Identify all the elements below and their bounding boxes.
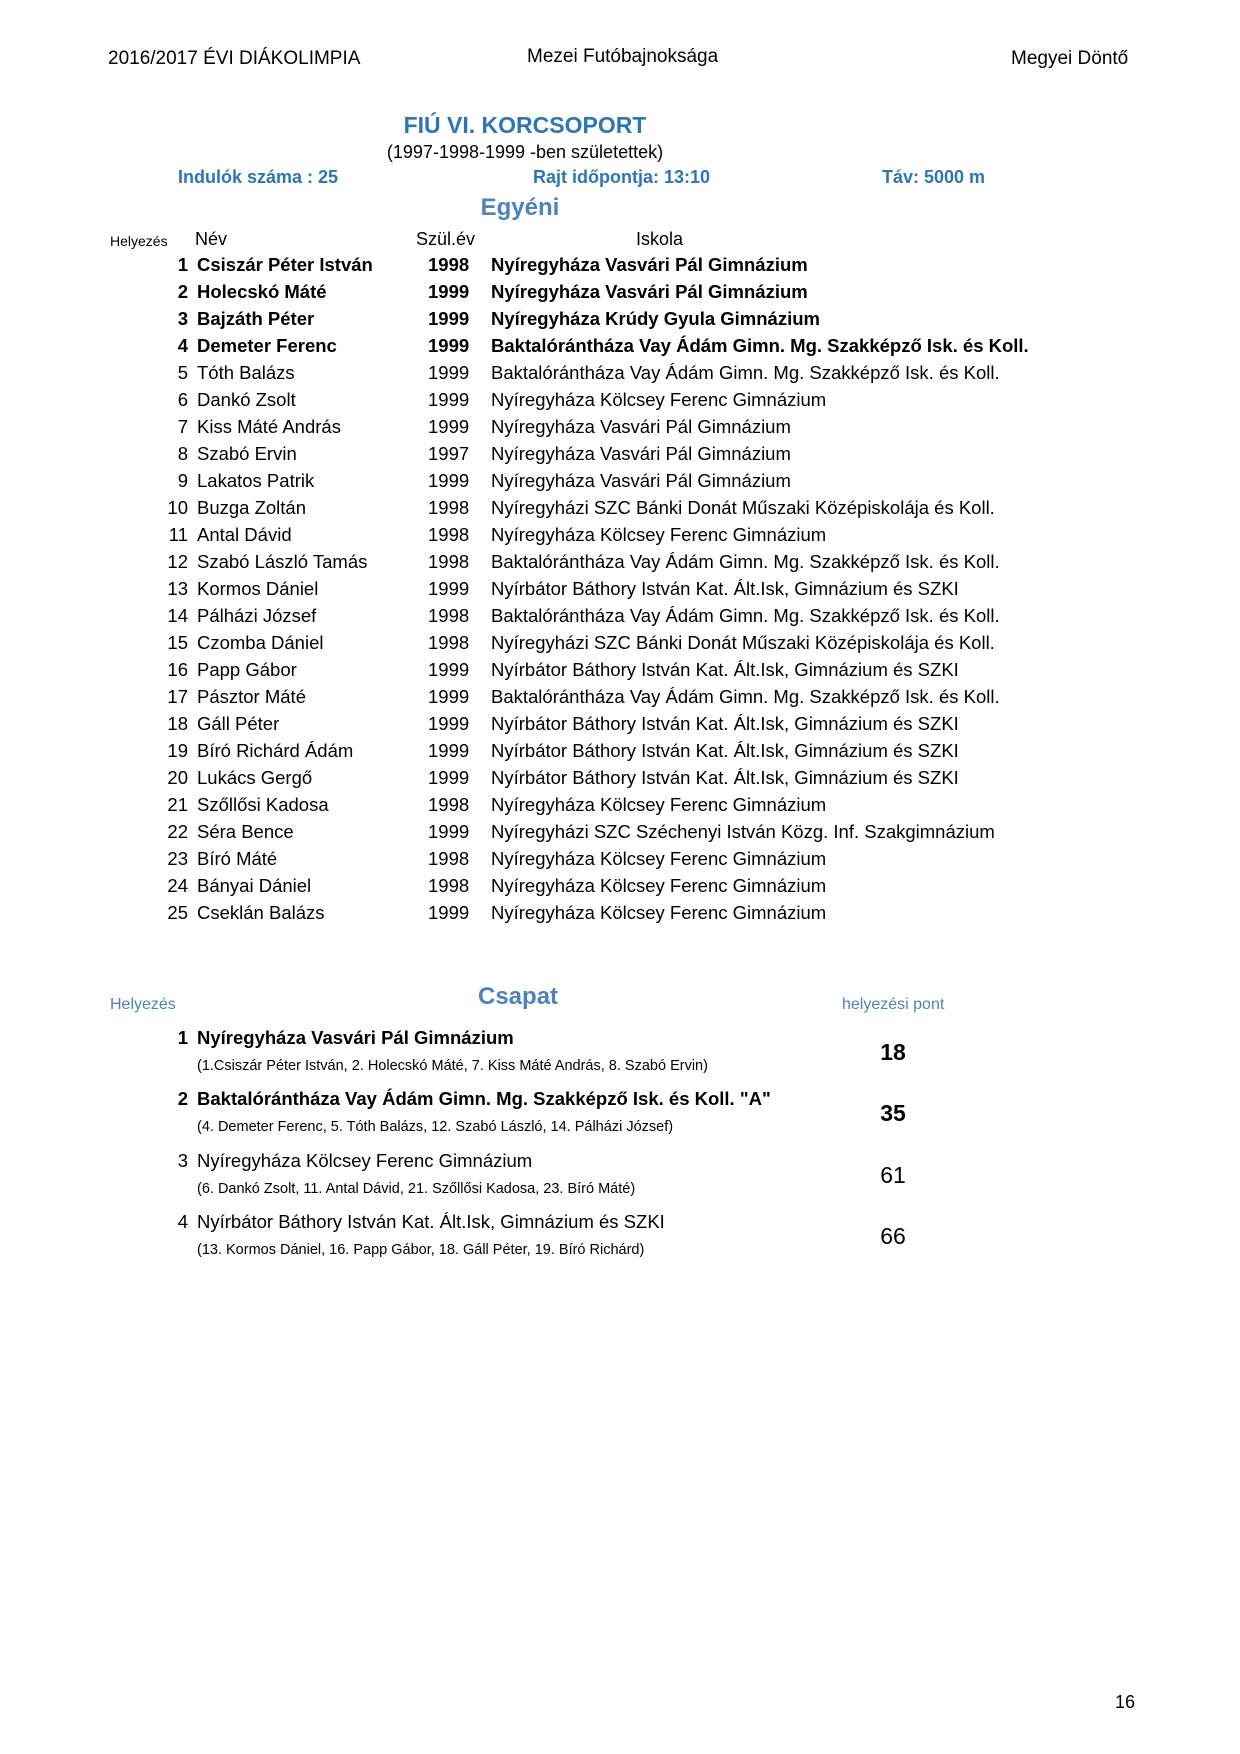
- school-cell: Nyírbátor Báthory István Kat. Ált.Isk, Gimnázium és SZKI: [491, 740, 959, 761]
- school-cell: Nyíregyháza Kölcsey Ferenc Gimnázium: [491, 875, 827, 896]
- table-row: [0, 281, 1240, 308]
- team-members: (6. Dankó Zsolt, 11. Antal Dávid, 21. Szőllősi Kadosa, 23. Bíró Máté): [197, 1180, 636, 1197]
- school-cell: Baktalórántháza Vay Ádám Gimn. Mg. Szakképző Isk. és Koll.: [491, 605, 1000, 626]
- place-cell: 24: [167, 875, 188, 896]
- place-cell: 23: [167, 848, 188, 869]
- team-col-header-place: Helyezés: [110, 996, 176, 1013]
- name-cell: Dankó Zsolt: [197, 389, 296, 410]
- table-row: [0, 659, 1240, 686]
- name-cell: Papp Gábor: [197, 659, 297, 680]
- school-cell: Nyíregyházi SZC Széchenyi István Közg. Inf. Szakgimnázium: [491, 821, 995, 842]
- place-cell: 9: [177, 470, 188, 491]
- table-row: [0, 578, 1240, 605]
- team-section-title: Csapat: [478, 983, 559, 1010]
- place-cell: 25: [167, 902, 188, 923]
- place-cell: 6: [177, 389, 188, 410]
- year-cell: 1999: [428, 821, 470, 842]
- distance: Táv: 5000 m: [882, 167, 986, 187]
- team-results-table: [0, 1027, 1240, 1272]
- school-cell: Nyíregyháza Vasvári Pál Gimnázium: [491, 254, 808, 275]
- year-cell: 1997: [428, 443, 470, 464]
- school-cell: Nyíregyháza Vasvári Pál Gimnázium: [491, 281, 808, 302]
- school-cell: Nyíregyháza Vasvári Pál Gimnázium: [491, 443, 791, 464]
- team-members: (13. Kormos Dániel, 16. Papp Gábor, 18. Gáll Péter, 19. Bíró Richárd): [197, 1241, 645, 1258]
- place-cell: 7: [177, 416, 188, 437]
- table-row: [0, 902, 1240, 929]
- entrants-count: Indulók száma : 25: [178, 167, 339, 187]
- name-cell: Kormos Dániel: [197, 578, 319, 599]
- table-row: [0, 551, 1240, 578]
- name-cell: Lukács Gergő: [197, 767, 313, 788]
- name-cell: Szabó Ervin: [197, 443, 297, 464]
- name-cell: Bányai Dániel: [197, 875, 312, 896]
- table-row: [0, 497, 1240, 524]
- page-number: 16: [1115, 1692, 1136, 1712]
- table-row: [0, 794, 1240, 821]
- table-row: [0, 254, 1240, 281]
- table-row: [0, 821, 1240, 848]
- team-members: (4. Demeter Ferenc, 5. Tóth Balázs, 12. Szabó László, 14. Pálházi József): [197, 1119, 674, 1136]
- table-row: [0, 308, 1240, 335]
- team-name: Nyíregyháza Vasvári Pál Gimnázium: [197, 1027, 514, 1048]
- place-cell: 12: [167, 551, 188, 572]
- name-cell: Buzga Zoltán: [197, 497, 307, 518]
- place-cell: 3: [177, 308, 188, 329]
- table-row: [0, 443, 1240, 470]
- school-cell: Nyíregyháza Kölcsey Ferenc Gimnázium: [491, 389, 827, 410]
- header-right: Megyei Döntő: [1011, 48, 1129, 69]
- place-cell: 15: [167, 632, 188, 653]
- year-cell: 1999: [428, 578, 470, 599]
- school-cell: Nyírbátor Báthory István Kat. Ált.Isk, Gimnázium és SZKI: [491, 659, 959, 680]
- individual-results-table: [0, 254, 1240, 929]
- team-row: [0, 1027, 1240, 1088]
- name-cell: Lakatos Patrik: [197, 470, 315, 491]
- school-cell: Nyíregyháza Kölcsey Ferenc Gimnázium: [491, 848, 827, 869]
- name-cell: Antal Dávid: [197, 524, 292, 545]
- place-cell: 13: [167, 578, 188, 599]
- year-cell: 1998: [428, 524, 470, 545]
- place-cell: 22: [167, 821, 188, 842]
- place-cell: 17: [167, 686, 188, 707]
- year-cell: 1999: [428, 659, 470, 680]
- place-cell: 1: [177, 254, 188, 275]
- name-cell: Cseklán Balázs: [197, 902, 325, 923]
- school-cell: Nyíregyházi SZC Bánki Donát Műszaki Középiskolája és Koll.: [491, 497, 995, 518]
- table-row: [0, 416, 1240, 443]
- place-cell: 11: [168, 524, 188, 545]
- table-row: [0, 875, 1240, 902]
- year-cell: 1998: [428, 875, 470, 896]
- page-subtitle: (1997-1998-1999 -ben születettek): [386, 142, 664, 162]
- name-cell: Holecskó Máté: [197, 281, 327, 302]
- year-cell: 1999: [428, 362, 470, 383]
- place-cell: 5: [177, 362, 188, 383]
- school-cell: Nyíregyháza Kölcsey Ferenc Gimnázium: [491, 902, 827, 923]
- place-cell: 16: [167, 659, 188, 680]
- table-row: [0, 632, 1240, 659]
- team-name: Nyírbátor Báthory István Kat. Ált.Isk, Gimnázium és SZKI: [197, 1210, 665, 1232]
- name-cell: Bíró Máté: [197, 848, 278, 869]
- school-cell: Nyíregyháza Vasvári Pál Gimnázium: [491, 416, 791, 437]
- place-cell: 19: [167, 740, 188, 761]
- start-time: Rajt időpontja: 13:10: [533, 167, 711, 187]
- table-row: [0, 767, 1240, 794]
- year-cell: 1999: [428, 902, 470, 923]
- year-cell: 1999: [428, 389, 470, 410]
- table-row: [0, 335, 1240, 362]
- team-name: Baktalórántháza Vay Ádám Gimn. Mg. Szakképző Isk. és Koll. "A": [197, 1088, 771, 1110]
- team-points: 61: [880, 1161, 906, 1188]
- table-row: [0, 524, 1240, 551]
- team-points: 35: [880, 1100, 906, 1127]
- school-cell: Nyírbátor Báthory István Kat. Ált.Isk, Gimnázium és SZKI: [491, 713, 959, 734]
- year-cell: 1998: [428, 497, 470, 518]
- header-left: 2016/2017 ÉVI DIÁKOLIMPIA: [108, 48, 361, 69]
- team-row: [0, 1211, 1240, 1272]
- year-cell: 1999: [428, 308, 470, 329]
- table-row: [0, 740, 1240, 767]
- school-cell: Baktalórántháza Vay Ádám Gimn. Mg. Szakképző Isk. és Koll.: [491, 551, 1000, 572]
- place-cell: 10: [167, 497, 188, 518]
- table-row: [0, 686, 1240, 713]
- table-row: [0, 362, 1240, 389]
- place-cell: 20: [167, 767, 188, 788]
- team-row: [0, 1150, 1240, 1211]
- team-row: [0, 1088, 1240, 1149]
- school-cell: Baktalórántháza Vay Ádám Gimn. Mg. Szakképző Isk. és Koll.: [491, 335, 1029, 356]
- year-cell: 1998: [428, 254, 470, 275]
- col-header-name: Név: [195, 229, 228, 249]
- place-cell: 4: [177, 335, 188, 356]
- school-cell: Baktalórántháza Vay Ádám Gimn. Mg. Szakképző Isk. és Koll.: [491, 686, 1000, 707]
- place-cell: 2: [177, 281, 188, 302]
- place-cell: 8: [177, 443, 188, 464]
- team-members: (1.Csiszár Péter István, 2. Holecskó Máté, 7. Kiss Máté András, 8. Szabó Ervin): [197, 1058, 708, 1074]
- team-col-header-points: helyezési pont: [842, 996, 945, 1013]
- table-row: [0, 389, 1240, 416]
- name-cell: Szőllősi Kadosa: [197, 794, 329, 815]
- individual-section-title: Egyéni: [480, 194, 560, 221]
- name-cell: Bajzáth Péter: [197, 308, 315, 329]
- year-cell: 1999: [428, 281, 470, 302]
- team-place: 1: [177, 1027, 188, 1048]
- table-row: [0, 848, 1240, 875]
- school-cell: Nyírbátor Báthory István Kat. Ált.Isk, Gimnázium és SZKI: [491, 767, 959, 788]
- name-cell: Czomba Dániel: [197, 632, 324, 653]
- name-cell: Séra Bence: [197, 821, 294, 842]
- team-place: 3: [177, 1149, 188, 1171]
- year-cell: 1999: [428, 740, 470, 761]
- year-cell: 1998: [428, 848, 470, 869]
- school-cell: Nyíregyháza Kölcsey Ferenc Gimnázium: [491, 524, 827, 545]
- place-cell: 18: [167, 713, 188, 734]
- school-cell: Nyíregyházi SZC Bánki Donát Műszaki Középiskolája és Koll.: [491, 632, 995, 653]
- col-header-place: Helyezés: [110, 233, 168, 249]
- team-place: 4: [177, 1210, 188, 1232]
- name-cell: Gáll Péter: [197, 713, 280, 734]
- year-cell: 1998: [428, 551, 470, 572]
- name-cell: Demeter Ferenc: [197, 335, 337, 356]
- header-center: Mezei Futóbajnoksága: [527, 46, 719, 67]
- year-cell: 1999: [428, 713, 470, 734]
- place-cell: 14: [167, 605, 188, 626]
- name-cell: Pálházi József: [197, 605, 317, 626]
- school-cell: Nyíregyháza Vasvári Pál Gimnázium: [491, 470, 791, 491]
- place-cell: 21: [167, 794, 188, 815]
- year-cell: 1998: [428, 605, 470, 626]
- name-cell: Bíró Richárd Ádám: [197, 740, 354, 761]
- table-row: [0, 470, 1240, 497]
- table-row: [0, 713, 1240, 740]
- team-place: 2: [177, 1088, 188, 1110]
- name-cell: Tóth Balázs: [197, 362, 295, 383]
- year-cell: 1999: [428, 335, 470, 356]
- school-cell: Baktalórántháza Vay Ádám Gimn. Mg. Szakképző Isk. és Koll.: [491, 362, 1000, 383]
- school-cell: Nyíregyháza Krúdy Gyula Gimnázium: [491, 308, 820, 329]
- name-cell: Szabó László Tamás: [197, 551, 368, 572]
- year-cell: 1999: [428, 686, 470, 707]
- team-points: 66: [880, 1222, 906, 1249]
- col-header-year: Szül.év: [416, 229, 476, 249]
- school-cell: Nyíregyháza Kölcsey Ferenc Gimnázium: [491, 794, 827, 815]
- year-cell: 1999: [428, 470, 470, 491]
- year-cell: 1998: [428, 632, 470, 653]
- team-name: Nyíregyháza Kölcsey Ferenc Gimnázium: [197, 1149, 533, 1171]
- name-cell: Pásztor Máté: [197, 686, 306, 707]
- year-cell: 1999: [428, 767, 470, 788]
- year-cell: 1998: [428, 794, 470, 815]
- name-cell: Csiszár Péter István: [197, 254, 373, 275]
- team-points: 18: [880, 1039, 906, 1065]
- year-cell: 1999: [428, 416, 470, 437]
- name-cell: Kiss Máté András: [197, 416, 341, 437]
- school-cell: Nyírbátor Báthory István Kat. Ált.Isk, Gimnázium és SZKI: [491, 578, 959, 599]
- col-header-school: Iskola: [636, 229, 684, 249]
- table-row: [0, 605, 1240, 632]
- page-title: FIÚ VI. KORCSOPORT: [403, 112, 647, 138]
